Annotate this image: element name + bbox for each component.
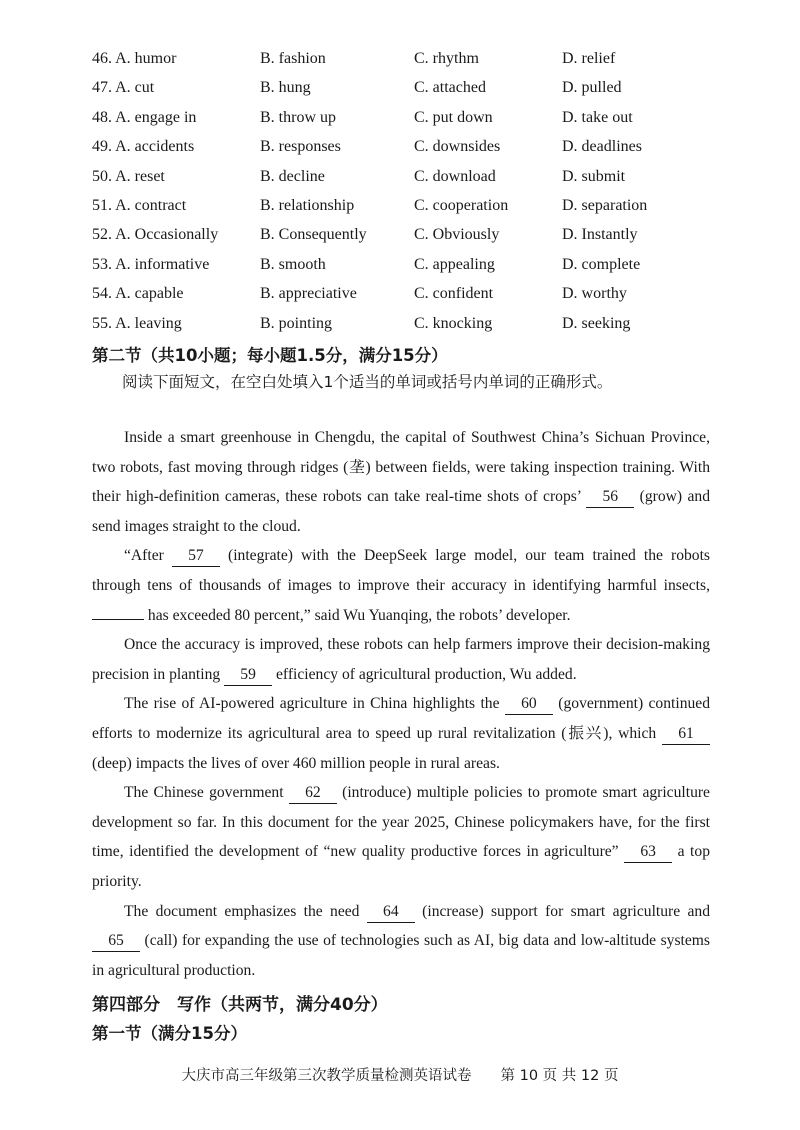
option-a: 50. A. reset (92, 167, 165, 185)
option-c: C. knocking (414, 314, 493, 332)
option-a: 49. A. accidents (92, 138, 195, 156)
option-b: B. relationship (260, 196, 355, 214)
option-c: C. downsides (414, 138, 501, 156)
option-d: D. pulled (562, 79, 622, 97)
paragraph: “After 57 (integrate) with the DeepSeek large model, our team trained the robots through tens of thousands of images to improve their accuracy in identifying harmful insects, has exceeded 80 percent,” said Wu Yuanqing, the robots’ developer. (92, 547, 710, 624)
option-c: C. appealing (414, 255, 495, 273)
option-row (92, 162, 772, 191)
part-4-title: 第四部分 写作（共两节，满分40分） (92, 995, 388, 1015)
blank-58[interactable] (92, 619, 144, 620)
blank-59[interactable]: 59 (224, 665, 272, 686)
option-b: B. pointing (260, 314, 333, 332)
option-row (92, 220, 772, 249)
cloze-passage (92, 423, 710, 985)
option-c: C. rhythm (414, 50, 479, 67)
paragraph: The document emphasizes the need 64 (increase) support for smart agriculture and 65 (call) for expanding the use of technologies such as AI, big data and low-altitude systems in agricultural production. (92, 902, 711, 979)
option-d: D. worthy (562, 285, 627, 303)
paragraph: The Chinese government 62 (introduce) multiple policies to promote smart agriculture development so far. In this document for the year 2025, Chinese policymakers have, for the first time, identified the development of “new quality productive forces in agriculture” 63 a top priority. (92, 784, 710, 890)
blank-60[interactable]: 60 (505, 694, 553, 715)
option-list (92, 44, 772, 338)
option-b: B. responses (260, 138, 341, 156)
paragraph: Inside a smart greenhouse in Chengdu, the capital of Southwest China’s Sichuan Province, two robots, fast moving through ridges (垄) between fields, were taking inspection training. With their high-definition cameras, these robots can take real-time shots of crops’ 56 (grow) and send images straight to the cloud. (92, 429, 710, 535)
option-a: 46. A. humor (92, 50, 177, 67)
option-row (92, 191, 772, 220)
option-a: 55. A. leaving (92, 314, 182, 332)
option-d: D. submit (562, 167, 626, 185)
instruction-text: 阅读下面短文，在空白处填入1个适当的单词或括号内单词的正确形式。 (122, 373, 613, 391)
option-b: B. fashion (260, 50, 326, 67)
option-a: 52. A. Occasionally (92, 226, 219, 244)
option-row (92, 279, 772, 308)
option-a: 48. A. engage in (92, 108, 197, 126)
option-c: C. cooperation (414, 196, 509, 214)
option-c: C. confident (414, 285, 494, 303)
option-row (92, 103, 772, 132)
option-c: C. put down (414, 108, 493, 126)
option-a: 51. A. contract (92, 196, 187, 214)
option-b: B. decline (260, 167, 325, 185)
blank-64[interactable]: 64 (367, 902, 415, 923)
blank-57[interactable]: 57 (172, 546, 220, 567)
option-b: B. hung (260, 79, 311, 97)
option-d: D. relief (562, 50, 616, 67)
page-footer: 大庆市高三年级第三次教学质量检测英语试卷 第 10 页 共 12 页 (181, 1068, 619, 1084)
option-a: 53. A. informative (92, 255, 210, 273)
option-b: B. throw up (260, 108, 336, 126)
option-d: D. seeking (562, 314, 631, 332)
option-row (92, 309, 772, 338)
section-2-title: 第二节（共10小题；每小题1.5分，满分15分） (92, 346, 448, 365)
section-1-title: 第一节（满分15分） (92, 1024, 247, 1043)
option-a: 54. A. capable (92, 285, 184, 303)
option-c: C. Obviously (414, 226, 500, 244)
option-b: B. smooth (260, 255, 326, 273)
paragraph: The rise of AI-powered agriculture in China highlights the 60 (government) continued efforts to modernize its agricultural area to speed up rural revitalization (振兴), which 61 (deep) impacts the lives of over 460 million people in rural areas. (92, 695, 711, 772)
option-c: C. download (414, 167, 496, 185)
option-c: C. attached (414, 79, 486, 97)
option-d: D. Instantly (562, 226, 638, 244)
option-row (92, 132, 772, 161)
option-d: D. deadlines (562, 138, 642, 156)
blank-56[interactable]: 56 (586, 487, 634, 508)
paragraph: Once the accuracy is improved, these robots can help farmers improve their decision-making precision in planting 59 efficiency of agricultural production, Wu added. (92, 630, 710, 689)
blank-62[interactable]: 62 (289, 783, 337, 804)
blank-61[interactable]: 61 (662, 724, 710, 745)
blank-65[interactable]: 65 (92, 931, 140, 952)
blank-63[interactable]: 63 (624, 842, 672, 863)
option-row (92, 44, 772, 73)
option-b: B. appreciative (260, 285, 357, 303)
option-row (92, 250, 772, 279)
option-d: D. complete (562, 255, 641, 273)
option-a: 47. A. cut (92, 79, 155, 97)
option-b: B. Consequently (260, 226, 367, 244)
option-row (92, 73, 772, 102)
option-d: D. separation (562, 196, 648, 214)
option-d: D. take out (562, 108, 633, 126)
